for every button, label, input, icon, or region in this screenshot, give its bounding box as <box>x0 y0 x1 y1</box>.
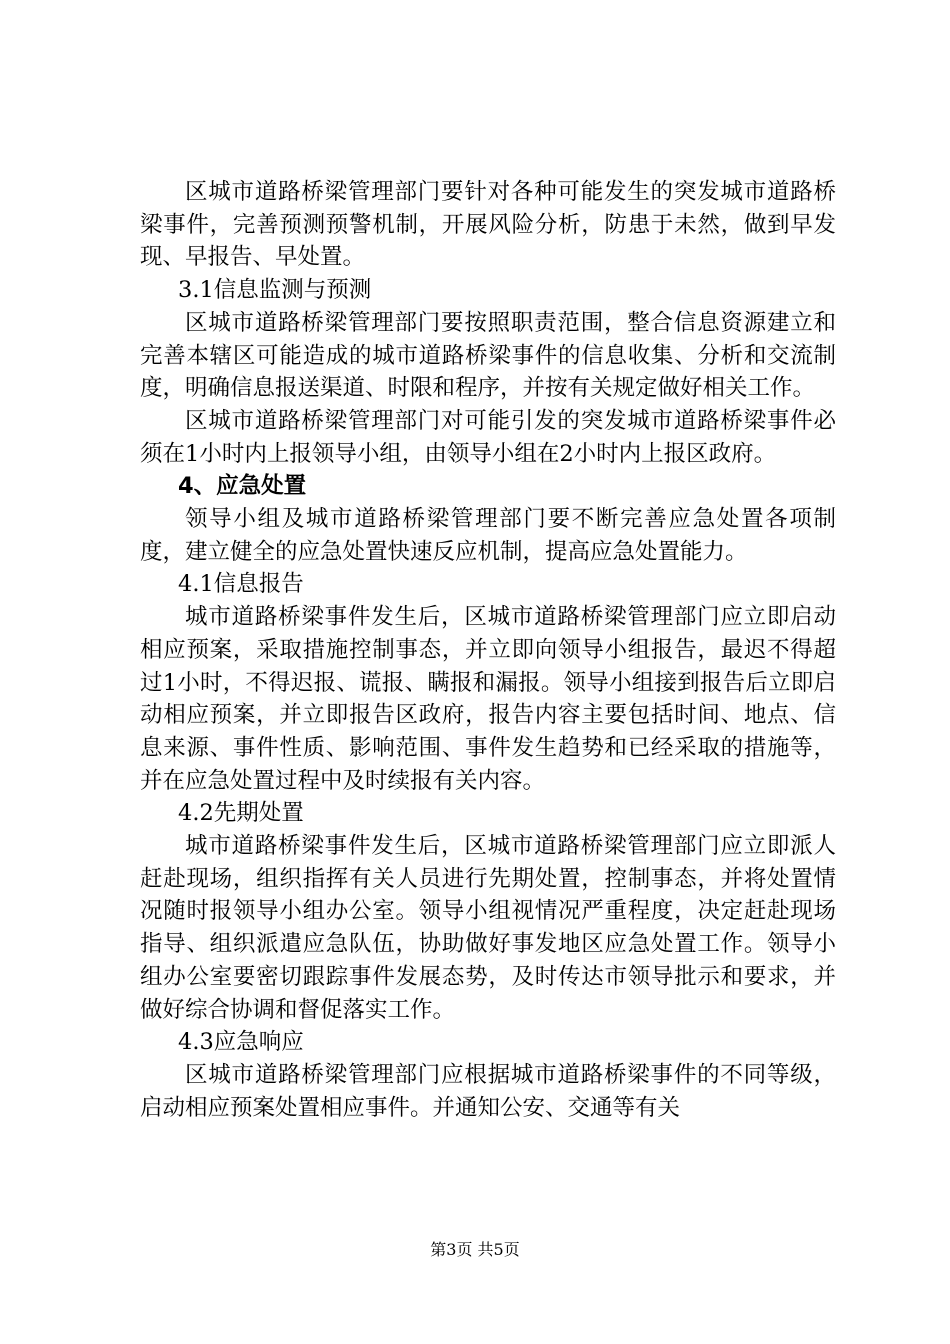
section-subheading: 4.2先期处置 <box>178 800 304 827</box>
section-subheading: 4.3应急响应 <box>178 1029 304 1056</box>
paragraph: 区城市道路桥梁管理部门对可能引发的突发城市道路桥梁事件必须在1小时内上报领导小组，由领导小组在2小时内上报区政府。 <box>140 407 836 467</box>
paragraph: 区城市道路桥梁管理部门要按照职责范围，整合信息资源建立和完善本辖区可能造成的城市道路桥梁事件的信息收集、分析和交流制度，明确信息报送渠道、时限和程序，并按有关规定做好相关工作。 <box>140 309 836 402</box>
page-number: 第3页 共5页 <box>430 1240 520 1259</box>
paragraph: 城市道路桥梁事件发生后，区城市道路桥梁管理部门应立即派人赶赴现场，组织指挥有关人员进行先期处置，控制事态，并将处置情况随时报领导小组办公室。领导小组视情况严重程度，决定赶赴现场指导、组织派遣应急队伍，协助做好事发地区应急处置工作。领导小组办公室要密切跟踪事件发展态势，及时传达市领导批示和要求，并做好综合协调和督促落实工作。 <box>140 833 836 1023</box>
paragraph: 领导小组及城市道路桥梁管理部门要不断完善应急处置各项制度，建立健全的应急处置快速反应机制，提高应急处置能力。 <box>140 506 836 565</box>
section-subheading: 4.1信息报告 <box>178 571 304 598</box>
section-subheading: 3.1信息监测与预测 <box>178 277 372 304</box>
paragraph: 区城市道路桥梁管理部门应根据城市道路桥梁事件的不同等级，启动相应预案处置相应事件。并通知公安、交通等有关 <box>140 1061 836 1121</box>
paragraph: 区城市道路桥梁管理部门要针对各种可能发生的突发城市道路桥梁事件，完善预测预警机制，开展风险分析，防患于未然，做到早发现、早报告、早处置。 <box>140 179 836 271</box>
page-footer <box>0 1240 950 1260</box>
document-body <box>140 176 836 1124</box>
section-heading: 4、应急处置 <box>178 473 307 500</box>
paragraph: 城市道路桥梁事件发生后，区城市道路桥梁管理部门应立即启动相应预案，采取措施控制事态，并立即向领导小组报告，最迟不得超过1小时，不得迟报、谎报、瞒报和漏报。领导小组接到报告后立即启动相应预案，并立即报告区政府，报告内容主要包括时间、地点、信息来源、事件性质、影响范围、事件发生趋势和已经采取的措施等，并在应急处置过程中及时续报有关内容。 <box>140 604 836 794</box>
